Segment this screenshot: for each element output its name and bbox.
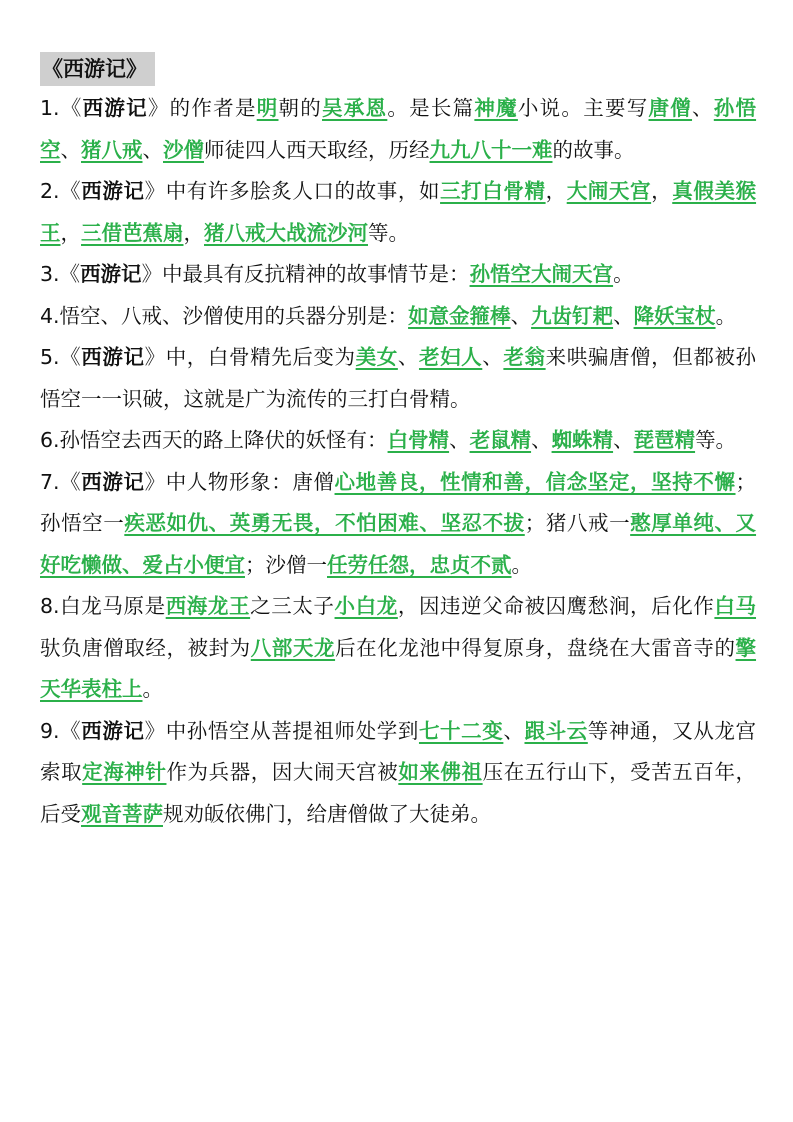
question-text: 等。 [368, 220, 409, 245]
question-text: 4.悟空、八戒、沙僧使用的兵器分别是： [40, 303, 409, 328]
book-title-text: 西游记 [81, 179, 145, 203]
question-text: 等神通，又从龙宫索取 [40, 718, 757, 784]
question-text: 压在五行山下，受苦五百年，后受 [40, 760, 757, 826]
question-text: ；孙悟空一 [40, 469, 757, 535]
answer-highlight: 定海神针 [82, 760, 167, 784]
question-text: 、 [397, 345, 419, 369]
answer-highlight: 真假美猴王 [40, 179, 757, 245]
answer-highlight: 琵琶精 [633, 428, 696, 452]
question-text: 。 [142, 677, 163, 701]
question-text: 》中有许多脍炙人口的故事，如 [144, 179, 441, 203]
answer-highlight: 美女 [355, 345, 398, 369]
question-item [40, 296, 756, 338]
question-text: 、 [531, 428, 552, 452]
question-text: 驮负唐僧取经，被封为 [40, 635, 251, 660]
answer-highlight: 猪八戒 [81, 137, 143, 162]
answer-highlight: 降妖宝杖 [633, 303, 716, 328]
question-text: 。 [613, 262, 634, 286]
question-text: 的故事。 [552, 137, 635, 162]
question-text: ，因违逆父命被囚鹰愁涧，后化作 [397, 594, 715, 618]
answer-highlight: 跟斗云 [524, 718, 588, 743]
question-text: 1.《 [40, 96, 83, 120]
question-text: 、 [142, 137, 163, 162]
question-text: ， [60, 220, 81, 245]
answer-highlight: 唐僧 [648, 96, 693, 120]
question-text: 3.《 [40, 262, 81, 286]
answer-highlight: 三打白骨精 [440, 179, 546, 203]
answer-highlight: 擎天华表柱上 [40, 635, 757, 701]
question-text: 来哄骗唐僧，但都被孙悟空一一识破，这就是广为流传的三打白骨精。 [40, 345, 757, 411]
question-item [40, 462, 756, 587]
answer-highlight: 白骨精 [387, 428, 450, 452]
answer-highlight: 疾恶如仇、英勇无畏，不怕困难、坚忍不拔 [124, 511, 525, 535]
answer-highlight: 九齿钉耙 [531, 303, 614, 328]
question-text: 》的作者是 [147, 96, 257, 120]
question-item [40, 420, 756, 462]
book-title-text: 西游记 [81, 469, 145, 494]
question-text: ， [183, 220, 204, 245]
answer-highlight: 神魔 [474, 96, 518, 120]
question-text: 》中孙悟空从菩提祖师处学到 [144, 718, 419, 743]
question-text: 师徒四人西天取经，历经 [204, 137, 430, 162]
question-text: 后在化龙池中得复原身，盘绕在大雷音寺的 [335, 635, 736, 660]
question-text: 、 [692, 96, 714, 120]
answer-highlight: 白马 [714, 594, 757, 618]
question-text: ；猪八戒一 [524, 511, 631, 535]
answer-highlight: 猪八戒大战流沙河 [204, 220, 368, 245]
question-item [40, 337, 756, 420]
answer-highlight: 七十二变 [418, 718, 504, 743]
question-text: 》中最具有反抗精神的故事情节是： [141, 262, 470, 286]
question-text: ， [545, 179, 567, 203]
answer-highlight: 大闹天宫 [566, 179, 652, 203]
question-text: 。是长篇 [387, 96, 475, 120]
answer-highlight: 心地善良，性情和善，信念坚定，坚持不懈 [334, 469, 736, 494]
question-text: 小说。主要写 [517, 96, 649, 120]
question-text: 。 [511, 552, 532, 577]
answer-highlight: 老鼠精 [469, 428, 532, 452]
question-item [40, 171, 756, 254]
answer-highlight: 小白龙 [334, 594, 398, 618]
question-text: 、 [613, 428, 634, 452]
question-list [40, 88, 756, 835]
document-page [40, 52, 756, 835]
answer-highlight: 八部天龙 [250, 635, 336, 660]
answer-highlight: 如意金箍棒 [408, 303, 511, 328]
book-title-text: 西游记 [80, 262, 142, 286]
answer-highlight: 沙僧 [163, 137, 204, 162]
answer-highlight: 吴承恩 [322, 96, 388, 120]
answer-highlight: 如来佛祖 [398, 760, 483, 784]
question-text: 、 [449, 428, 470, 452]
question-text: 、 [510, 303, 532, 328]
question-text: 7.《 [40, 469, 82, 494]
question-text: 8.白龙马原是 [40, 594, 166, 618]
book-title-text: 西游记 [81, 718, 145, 743]
question-text: ， [651, 179, 673, 203]
question-text: 之三太子 [250, 594, 335, 618]
question-text: 6.孙悟空去西天的路上降伏的妖怪有： [40, 428, 388, 452]
answer-highlight: 九九八十一难 [429, 137, 553, 162]
book-title-text: 西游记 [82, 96, 148, 120]
question-item [40, 586, 756, 711]
question-item [40, 711, 756, 836]
question-text: 朝的 [278, 96, 323, 120]
question-text: 》中人物形象：唐僧 [144, 469, 335, 494]
answer-highlight: 孙悟空大闹天宫 [469, 262, 614, 286]
question-text: 9.《 [40, 718, 82, 743]
question-text: 等。 [695, 428, 737, 452]
question-text: 规劝皈依佛门，给唐僧做了大徒弟。 [163, 801, 491, 826]
answer-highlight: 观音菩萨 [81, 801, 163, 826]
question-item [40, 254, 756, 296]
answer-highlight: 蜘蛛精 [551, 428, 614, 452]
question-text: 、 [503, 718, 525, 743]
question-text: 、 [482, 345, 504, 369]
answer-highlight: 西海龙王 [165, 594, 251, 618]
answer-highlight: 三借芭蕉扇 [81, 220, 184, 245]
question-text: 、 [60, 137, 81, 162]
document-title: 《西游记》 [40, 52, 155, 86]
book-title-text: 西游记 [81, 345, 145, 369]
question-text: 2.《 [40, 179, 82, 203]
question-text: ；沙僧一 [245, 552, 327, 577]
question-item [40, 88, 756, 171]
question-text: 。 [715, 303, 737, 328]
answer-highlight: 老翁 [503, 345, 546, 369]
question-text: 作为兵器，因大闹天宫被 [166, 760, 399, 784]
answer-highlight: 明 [256, 96, 279, 120]
answer-highlight: 老妇人 [418, 345, 483, 369]
question-text: 5.《 [40, 345, 82, 369]
question-text: 》中，白骨精先后变为 [144, 345, 356, 369]
answer-highlight: 憨厚单纯、又好吃懒做、爱占小便宜 [40, 511, 757, 577]
answer-highlight: 孙悟空 [40, 96, 757, 162]
answer-highlight: 任劳任怨，忠贞不贰 [327, 552, 512, 577]
question-text: 、 [613, 303, 634, 328]
